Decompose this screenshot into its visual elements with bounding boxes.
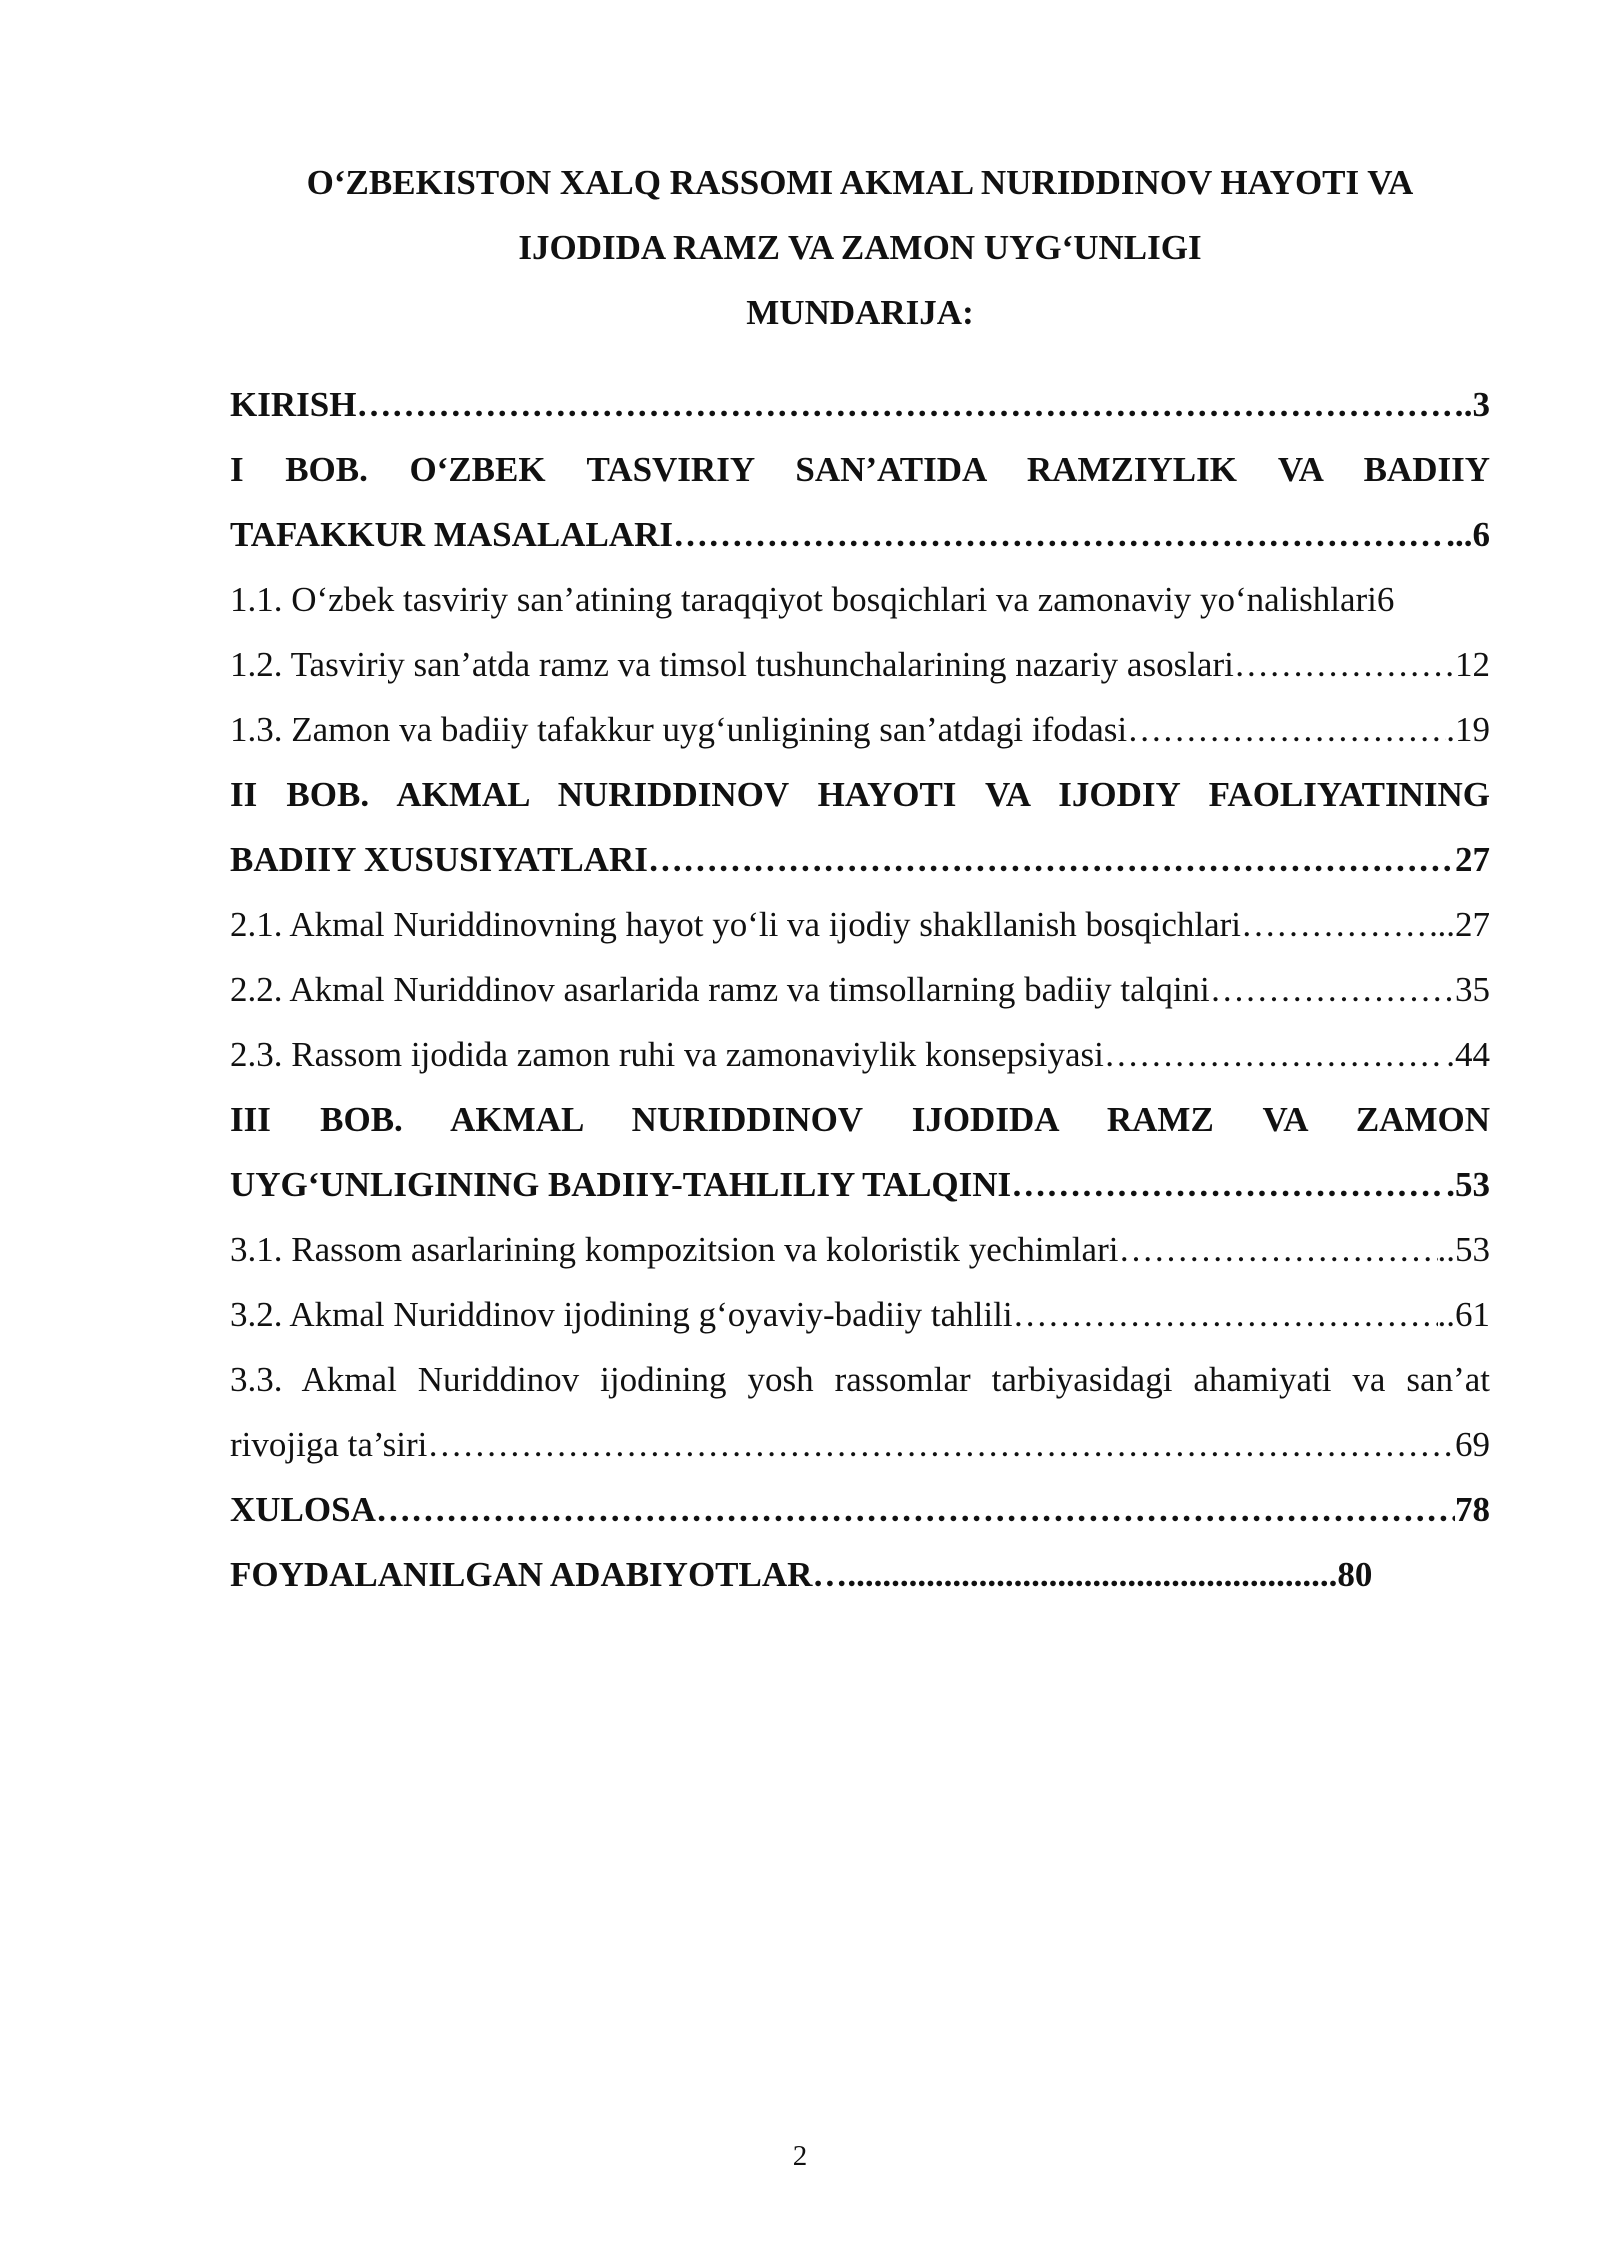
toc-entry-section-2-2[interactable]: 2.2. Akmal Nuriddinov asarlarida ramz va timsollarning badiiy talqini ……………………………………………………………………………………………………………………………………………………………………………………………… 35 [230, 957, 1490, 1022]
toc-entry-kirish[interactable]: KIRISH ……………………………………………………………………………………………………………………………………………………………………………………………… .3 [230, 372, 1490, 437]
toc-leader [1241, 892, 1437, 957]
toc-entry-section-3-1[interactable]: 3.1. Rassom asarlarining kompozitsion va koloristik yechimlari ……………………………………………………………………………………………………………………………………………………………………………………………… ..53 [230, 1217, 1490, 1282]
document-title-line-1: O‘ZBEKISTON XALQ RASSOMI AKMAL NURIDDINOV HAYOTI VA [306, 163, 1414, 202]
toc-entry-chapter-2-line-1[interactable]: II BOB. AKMAL NURIDDINOV HAYOTI VA IJODIY FAOLIYATINING [230, 775, 1490, 814]
toc-entry-chapter-3-line-2[interactable]: UYG‘UNLIGINING BADIIY-TAHLILIY TALQINI ……………………………………………………………………………………………………………………………………………………………………………………………… .53 [230, 1152, 1490, 1217]
toc-leader [1104, 1022, 1446, 1087]
toc-leader [1013, 1282, 1438, 1347]
toc-entry-section-2-1[interactable]: 2.1. Akmal Nuriddinovning hayot yo‘li va ijodiy shakllanish bosqichlari ……………………………………………………………………………………………………………………………………………………………………………………………… ..27 [230, 892, 1490, 957]
toc-leader [1210, 957, 1455, 1022]
toc-leader [673, 502, 1446, 567]
toc-leader [427, 1412, 1455, 1477]
toc-leader [376, 1477, 1455, 1542]
toc-entry-section-3-3-line-1[interactable]: 3.3. Akmal Nuriddinov ijodining yosh rassomlar tarbiyasidagi ahamiyati va san’at [230, 1360, 1490, 1399]
toc-leader [1234, 632, 1455, 697]
toc-entry-section-3-3-line-2[interactable]: rivojiga ta’siri ……………………………………………………………………………………………………………………………………………………………………………………………… 69 [230, 1412, 1490, 1477]
toc-leader [356, 372, 1463, 437]
document-title-line-2: IJODIDA RAMZ VA ZAMON UYG‘UNLIGI [518, 228, 1202, 267]
toc-leader [1118, 1217, 1437, 1282]
toc-entry-section-2-3[interactable]: 2.3. Rassom ijodida zamon ruhi va zamonaviylik konsepsiyasi ……………………………………………………………………………………………………………………………………………………………………………………………… .44 [230, 1022, 1490, 1087]
table-of-contents [230, 372, 1490, 1607]
toc-entry-section-1-2[interactable]: 1.2. Tasviriy san’atda ramz va timsol tushunchalarining nazariy asoslari ……………………………………………………………………………………………………………………………………………………………………………………………… 12 [230, 632, 1490, 697]
contents-heading: MUNDARIJA: [746, 293, 974, 332]
toc-leader [1011, 1152, 1446, 1217]
title-block [230, 150, 1490, 345]
toc-entry-xulosa[interactable]: XULOSA ……………………………………………………………………………………………………………………………………………………………………………………………… 78 [230, 1477, 1490, 1542]
toc-entry-section-1-1[interactable]: 1.1. O‘zbek tasviriy san’atining taraqqiyot bosqichlari va zamonaviy yo‘nalishlari6 [230, 580, 1395, 619]
toc-entry-chapter-3-line-1[interactable]: III BOB. AKMAL NURIDDINOV IJODIDA RAMZ VA ZAMON [230, 1100, 1490, 1139]
toc-entry-adabiyotlar[interactable]: FOYDALANILGAN ADABIYOTLAR …........................................................80 [230, 1555, 1373, 1594]
page-number: 2 [792, 2140, 808, 2172]
toc-leader [1127, 697, 1446, 762]
toc-entry-chapter-1-line-1[interactable]: I BOB. O‘ZBEK TASVIRIY SAN’ATIDA RAMZIYLIK VA BADIIY [230, 450, 1490, 489]
toc-entry-section-3-2[interactable]: 3.2. Akmal Nuriddinov ijodining g‘oyaviy-badiiy tahlili ……………………………………………………………………………………………………………………………………………………………………………………………… ..61 [230, 1282, 1490, 1347]
toc-entry-chapter-2-line-2[interactable]: BADIIY XUSUSIYATLARI ……………………………………………………………………………………………………………………………………………………………………………………………… 27 [230, 827, 1490, 892]
toc-entry-chapter-1-line-2[interactable]: TAFAKKUR MASALALARI ……………………………………………………………………………………………………………………………………………………………………………………………… ...6 [230, 502, 1490, 567]
toc-leader [648, 827, 1455, 892]
toc-entry-section-1-3[interactable]: 1.3. Zamon va badiiy tafakkur uyg‘unligining san’atdagi ifodasi ……………………………………………………………………………………………………………………………………………………………………………………………… .19 [230, 697, 1490, 762]
